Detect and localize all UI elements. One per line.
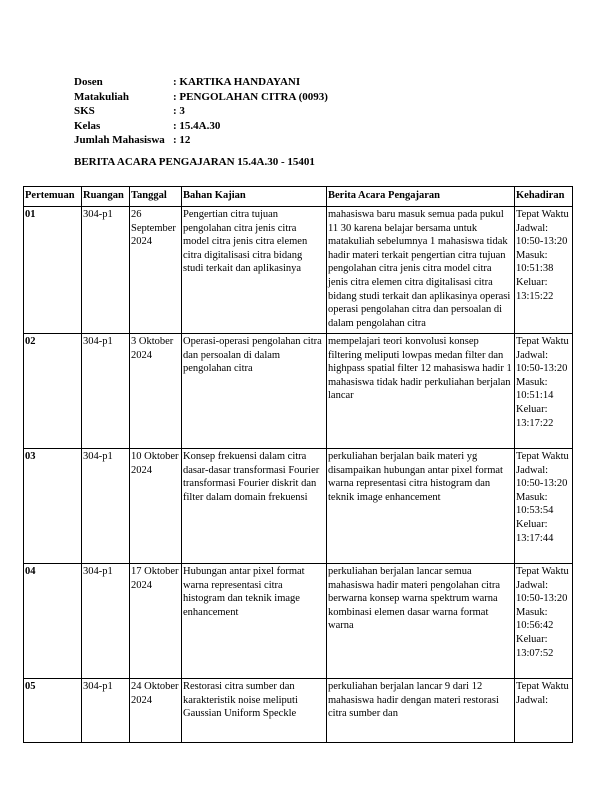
cell-kehadiran: Tepat Waktu Jadwal:: [515, 679, 573, 743]
table-row: [24, 679, 573, 743]
lecture-info: [74, 75, 328, 148]
cell-pertemuan: 02: [24, 334, 82, 449]
table-header-row: [24, 187, 573, 207]
dosen-value: : KARTIKA HANDAYANI: [173, 76, 301, 88]
cell-bahan-kajian: Operasi-operasi pengolahan citra dan persoalan di dalam pengolahan citra: [182, 334, 327, 449]
info-row-jumlah: [74, 133, 328, 148]
info-row-matakuliah: [74, 90, 328, 105]
cell-berita-acara: perkuliahan berjalan lancar semua mahasiswa hadir materi pengolahan citra berwarna konsep warna spektrum warna kombinasi elemen dasar warna format warna: [327, 564, 515, 679]
cell-ruangan: 304-p1: [82, 449, 130, 564]
cell-pertemuan: 05: [24, 679, 82, 743]
jumlah-label: Jumlah Mahasiswa: [74, 134, 165, 146]
sks-value: : 3: [173, 105, 185, 117]
cell-bahan-kajian: Hubungan antar pixel format warna representasi citra histogram dan teknik image enhancement: [182, 564, 327, 679]
cell-ruangan: 304-p1: [82, 564, 130, 679]
matakuliah-value: : PENGOLAHAN CITRA (0093): [173, 90, 328, 103]
cell-ruangan: 304-p1: [82, 334, 130, 449]
table-row: [24, 449, 573, 564]
cell-tanggal: 26 September 2024: [130, 207, 182, 334]
cell-ruangan: 304-p1: [82, 207, 130, 334]
cell-bahan-kajian: Pengertian citra tujuan pengolahan citra jenis citra model citra jenis citra elemen citra digitalisasi citra bidang studi terkait dan aplikasinya: [182, 207, 327, 334]
header-pertemuan: Pertemuan: [24, 187, 82, 207]
cell-tanggal: 3 Oktober 2024: [130, 334, 182, 449]
table-row: [24, 207, 573, 334]
cell-kehadiran: Tepat Waktu Jadwal: 10:50-13:20 Masuk: 10:51:38 Keluar: 13:15:22: [515, 207, 573, 334]
cell-ruangan: 304-p1: [82, 679, 130, 743]
table-row: [24, 564, 573, 679]
sks-label: SKS: [74, 105, 95, 117]
cell-bahan-kajian: Restorasi citra sumber dan karakteristik noise meliputi Gaussian Uniform Speckle: [182, 679, 327, 743]
info-row-sks: [74, 104, 328, 119]
cell-pertemuan: 01: [24, 207, 82, 334]
cell-berita-acara: perkuliahan berjalan lancar 9 dari 12 mahasiswa hadir dengan materi restorasi citra sumber dan: [327, 679, 515, 743]
page-title: BERITA ACARA PENGAJARAN 15.4A.30 - 15401: [74, 156, 315, 168]
kelas-label: Kelas: [74, 119, 101, 132]
info-row-kelas: [74, 119, 328, 134]
header-bahan-kajian: Bahan Kajian: [182, 187, 327, 207]
dosen-label: Dosen: [74, 76, 103, 88]
cell-pertemuan: 03: [24, 449, 82, 564]
jumlah-value: : 12: [173, 134, 191, 146]
info-row-dosen: [74, 75, 328, 90]
header-berita-acara: Berita Acara Pengajaran: [327, 187, 515, 207]
cell-bahan-kajian: Konsep frekuensi dalam citra dasar-dasar transformasi Fourier transformasi Fourier diskrit dan filter dalam domain frekuensi: [182, 449, 327, 564]
cell-tanggal: 24 Oktober 2024: [130, 679, 182, 743]
cell-kehadiran: Tepat Waktu Jadwal: 10:50-13:20 Masuk: 10:56:42 Keluar: 13:07:52: [515, 564, 573, 679]
header-ruangan: Ruangan: [82, 187, 130, 207]
header-kehadiran: Kehadiran: [515, 187, 573, 207]
cell-berita-acara: mahasiswa baru masuk semua pada pukul 11 30 karena belajar bersama untuk matakuliah sebelumnya 1 mahasiswa tidak hadir materi terkait pengertian citra tujuan pengolahan citra jenis citra model citra jenis citra elemen citra digitalisasi citra bidang studi terkait dan aplikasinya operasi operasi pengolahan citra dan persoalan di dalam pengolahan citra: [327, 207, 515, 334]
cell-kehadiran: Tepat Waktu Jadwal: 10:50-13:20 Masuk: 10:51:14 Keluar: 13:17:22: [515, 334, 573, 449]
cell-berita-acara: mempelajari teori konvolusi konsep filtering meliputi lowpas medan filter dan highpass spatial filter 12 mahasiswa hadir 1 mahasiswa tidak hadir perkuliahan berjalan lancar: [327, 334, 515, 449]
cell-tanggal: 10 Oktober 2024: [130, 449, 182, 564]
teaching-record-table: [23, 186, 573, 743]
cell-pertemuan: 04: [24, 564, 82, 679]
cell-berita-acara: perkuliahan berjalan baik materi yg disampaikan hubungan antar pixel format warna representasi citra histogram dan teknik image enhancement: [327, 449, 515, 564]
matakuliah-label: Matakuliah: [74, 90, 130, 103]
table-row: [24, 334, 573, 449]
cell-kehadiran: Tepat Waktu Jadwal: 10:50-13:20 Masuk: 10:53:54 Keluar: 13:17:44: [515, 449, 573, 564]
header-tanggal: Tanggal: [130, 187, 182, 207]
cell-tanggal: 17 Oktober 2024: [130, 564, 182, 679]
kelas-value: : 15.4A.30: [173, 119, 221, 132]
